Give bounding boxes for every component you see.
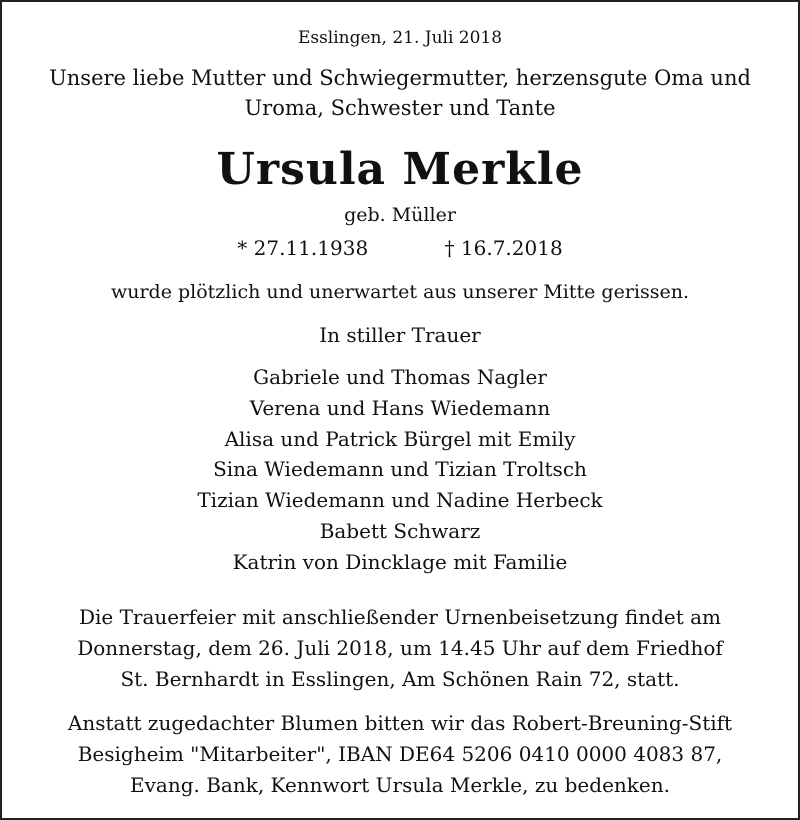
intro-line-2: Uroma, Schwester und Tante [244, 96, 556, 120]
donation-info [2, 708, 798, 801]
mourners-list [2, 367, 798, 583]
mourner-name: Tizian Wiedemann und Nadine Herbeck [197, 488, 603, 513]
funeral-line: Donnerstag, dem 26. Juli 2018, um 14.45 Uhr auf dem Friedhof [77, 636, 723, 660]
birth-name: geb. Müller [344, 204, 456, 226]
mourner-name: Katrin von Dincklage mit Familie [232, 549, 568, 574]
birth-date: * 27.11.1938 [237, 236, 369, 260]
intro-line-1: Unsere liebe Mutter und Schwiegermutter, herzensgute Oma und [49, 66, 751, 90]
mourner-name: Gabriele und Thomas Nagler [253, 365, 547, 389]
place-date: Esslingen, 21. Juli 2018 [297, 28, 503, 48]
mourner-name: Alisa und Patrick Bürgel mit Emily [224, 426, 576, 451]
deceased-name: Ursula Merkle [216, 144, 584, 195]
mourning-heading: In stiller Trauer [319, 323, 481, 347]
funeral-line: St. Bernhardt in Esslingen, Am Schönen Rain 72, statt. [120, 667, 680, 691]
mourner-name: Babett Schwarz [319, 518, 481, 543]
funeral-line: Die Trauerfeier mit anschließender Urnenbeisetzung findet am [78, 605, 722, 629]
passing-text: wurde plötzlich und unerwartet aus unserer Mitte gerissen. [110, 281, 690, 303]
life-dates [2, 238, 798, 258]
donation-line: Evang. Bank, Kennwort Ursula Merkle, zu bedenken. [130, 773, 670, 797]
donation-line: Besigheim "Mitarbeiter", IBAN DE64 5206 0410 0000 4083 87, [77, 742, 723, 766]
mourner-name: Verena und Hans Wiedemann [249, 395, 551, 420]
funeral-info [2, 602, 798, 695]
mourner-name: Sina Wiedemann und Tizian Troltsch [213, 457, 587, 482]
donation-line: Anstatt zugedachter Blumen bitten wir das Robert-Breuning-Stift [67, 711, 733, 735]
death-date: † 16.7.2018 [444, 236, 563, 260]
